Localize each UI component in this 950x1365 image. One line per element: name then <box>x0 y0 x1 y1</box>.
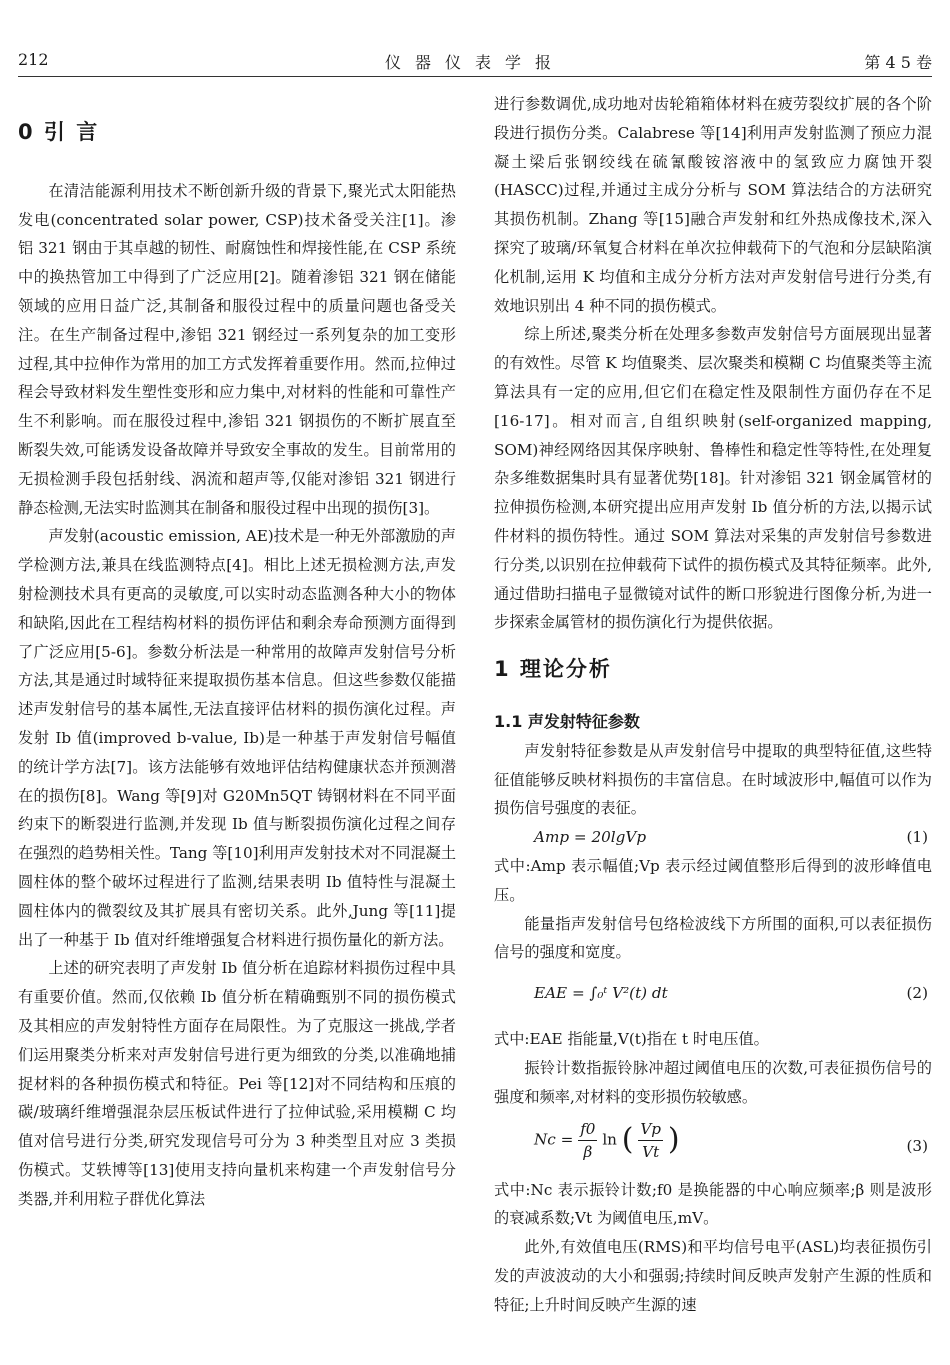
equation-3-inner-num: Vp <box>638 1118 663 1141</box>
paragraph-10: 振铃计数指振铃脉冲超过阈值电压的次数,可表征损伤信号的强度和频率,对材料的变形损伤较敏感。 <box>494 1058 932 1106</box>
equation-3-frac-den: β <box>583 1142 593 1161</box>
equation-1 <box>494 823 932 852</box>
paragraph-1: 在清洁能源利用技术不断创新升级的背景下,聚光式太阳能热发电(concentrated solar power, CSP)技术备受关注[1]。渗铝 321 钢由于其卓越的韧性、耐腐蚀性和焊接性能,在 CSP 系统中的换热管加工中得到了广泛应用[2]。随着渗铝 321 钢在储能领域的应用日益广泛,其制备和服役过程中的质量问题也备受关注。在生产制备过程中,渗铝 321 钢经过一系列复杂的加工变形过程,其中拉伸作为常用的加工方式发挥着重要作用。然而,拉伸过程会导致材料发生塑性变形和应力集中,对材料的性能和可靠性产生不利影响。而在服役过程中,渗铝 321 钢损伤的不断扩展直至断裂失效,可能诱发设备故障并导致安全事故的发生。目前常用的无损检测手段包括射线、涡流和超声等,仅能对渗铝 321 钢进行静态检测,无法实时监测其在制备和服役过程中出现的损伤[3]。 <box>18 181 456 517</box>
equation-3 <box>494 1112 932 1176</box>
paragraph-5: 综上所述,聚类分析在处理多参数声发射信号方面展现出显著的有效性。尽管 K 均值聚类、层次聚类和模糊 C 均值聚类等主流算法具有一定的应用,但它们在稳定性及限制性方面仍存在不足[16-17]。相对而言,自组织映射(self-organized mapping, SOM)神经网络因其保序映射、鲁棒性和稳定性等特性,在处理复杂多维数据集时具有显著优势[18]。针对渗铝 321 钢金属管材的拉伸损伤检测,本研究提出应用声发射 Ib 值分析的方法,以揭示试件材料的损伤特性。通过 SOM 算法对采集的声发射信号参数进行分类,以识别在拉伸载荷下试件的损伤模式及其特征频率。此外,通过借助扫描电子显微镜对试件的断口形貌进行图像分析,为进一步探索金属管材的损伤演化行为提供依据。 <box>494 325 932 632</box>
section-0-title: 0 引 言 <box>18 120 100 144</box>
page-number: 212 <box>18 50 49 69</box>
paragraph-9: 式中:EAE 指能量,V(t)指在 t 时电压值。 <box>494 1030 769 1049</box>
equation-2-body: EAE = ∫₀ᵗ V²(t) dt <box>534 984 668 1003</box>
equation-1-number: (1) <box>906 828 928 847</box>
paragraph-11: 式中:Nc 表示振铃计数;f0 是换能器的中心响应频率;β 则是波形的衰减系数;Vt 为阈值电压,mV。 <box>494 1180 932 1228</box>
paragraph-6: 声发射特征参数是从声发射信号中提取的典型特征值,这些特征值能够反映材料损伤的丰富信息。在时域波形中,幅值可以作为损伤信号强度的表征。 <box>494 741 932 818</box>
subsection-1-1-title: 1.1 声发射特征参数 <box>494 711 640 731</box>
paragraph-4: 进行参数调优,成功地对齿轮箱箱体材料在疲劳裂纹扩展的各个阶段进行损伤分类。Calabrese 等[14]利用声发射监测了预应力混凝土梁后张钢绞线在硫氰酸铵溶液中的氢致应力腐蚀开裂(HASCC)过程,并通过主成分分析与 SOM 算法结合的方法研究其损伤机制。Zhang 等[15]融合声发射和红外热成像技术,深入探究了玻璃/环氧复合材料在单次拉伸载荷下的气泡和分层缺陷演化机制,运用 K 均值和主成分分析方法对声发射信号进行分类,有效地识别出 4 种不同的损伤模式。 <box>494 95 932 315</box>
equation-1-body: Amp = 20lgVp <box>534 828 647 847</box>
paragraph-7: 式中:Amp 表示幅值;Vp 表示经过阈值整形后得到的波形峰值电压。 <box>494 856 932 904</box>
equation-3-body: Nc = $\frac{f0}{\beta}$ ln ( $\frac{Vp}{Vt}$ ) <box>534 1119 680 1161</box>
page-header <box>18 46 932 74</box>
equation-3-frac-num: f0 <box>578 1118 597 1141</box>
header-rule <box>18 76 932 77</box>
equation-2 <box>494 967 932 1025</box>
paragraph-3: 上述的研究表明了声发射 Ib 值分析在追踪材料损伤过程中具有重要价值。然而,仅依赖 Ib 值分析在精确甄别不同的损伤模式及其相应的声发射特性方面存在局限性。为了克服这一挑战,学者们运用聚类分析来对声发射信号进行更为细致的分类,以准确地捕捉材料的各种损伤模式和特征。Pei 等[12]对不同结构和压痕的碳/玻璃纤维增强混杂层压板试件进行了拉伸试验,采用模糊 C 均值对信号进行分类,研究发现信号可分为 3 种类型且对应 3 类损伤模式。艾轶博等[13]使用支持向量机来构建一个声发射信号分类器,并利用粒子群优化算法 <box>18 959 456 1208</box>
right-column <box>494 90 932 1319</box>
equation-3-number: (3) <box>906 1136 928 1155</box>
equation-3-ln: ln <box>602 1130 617 1148</box>
equation-3-inner-den: Vt <box>642 1142 660 1161</box>
volume-label: 第 4 5 卷 <box>864 53 932 72</box>
journal-title: 仪器仪表学报 <box>384 53 565 72</box>
equation-3-inner-fraction <box>638 1118 663 1163</box>
paragraph-12: 此外,有效值电压(RMS)和平均信号电平(ASL)均表征损伤引发的声波波动的大小和强弱;持续时间反映声发射产生源的性质和特征;上升时间反映产生源的速 <box>494 1238 932 1314</box>
paragraph-8: 能量指声发射信号包络检波线下方所围的面积,可以表征损伤信号的强度和宽度。 <box>494 914 932 962</box>
equation-3-fraction <box>578 1118 597 1163</box>
section-1-title: 1 理论分析 <box>494 657 612 682</box>
equation-3-lhs: Nc = <box>534 1130 574 1148</box>
left-column <box>18 90 456 1213</box>
paragraph-2: 声发射(acoustic emission, AE)技术是一种无外部激励的声学检测方法,兼具在线监测特点[4]。相比上述无损检测方法,声发射检测技术具有更高的灵敏度,可以实时动态监测各种大小的物体和缺陷,因此在工程结构材料的损伤评估和剩余寿命预测方面得到了广泛应用[5-6]。参数分析法是一种常用的故障声发射信号分析方法,其是通过时域特征来提取损伤基本信息。但这些参数仅能描述声发射信号的基本属性,无法直接评估材料的损伤演化过程。声发射 Ib 值(improved b-value, Ib)是一种基于声发射信号幅值的统计学方法[7]。该方法能够有效地评估结构健康状态并预测潜在的损伤[8]。Wang 等[9]对 G20Mn5QT 铸钢材料在不同平面约束下的断裂进行监测,并发现 Ib 值与断裂损伤演化过程之间存在强烈的趋势相关性。Tang 等[10]利用声发射技术对不同混凝土圆柱体的整个破坏过程进行了监测,结果表明 Ib 值特性与混凝土圆柱体内的微裂纹及其扩展具有密切关系。此外,Jung 等[11]提出了一种基于 Ib 值对纤维增强复合材料进行损伤量化的新方法。 <box>18 527 457 949</box>
equation-2-number: (2) <box>906 984 928 1003</box>
